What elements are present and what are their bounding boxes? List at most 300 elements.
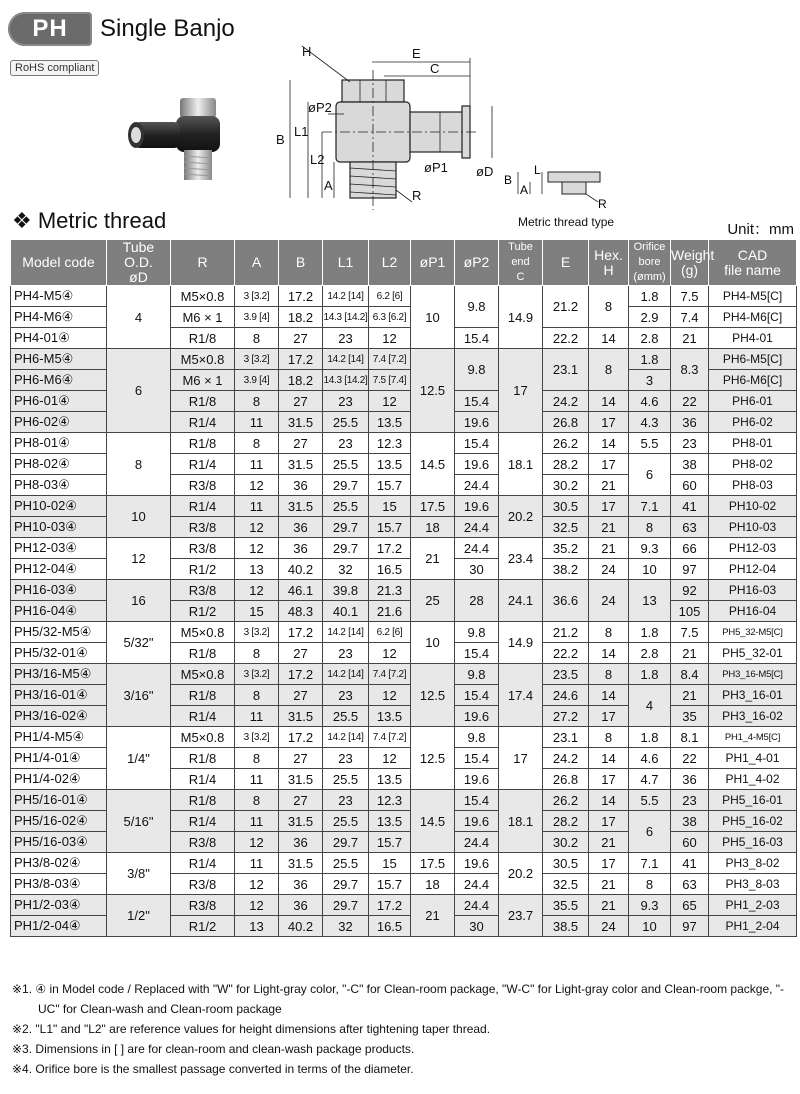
orifice-bore-cell: 4.6 [629,748,671,769]
table-row [11,349,797,370]
hex-h-cell: 24 [589,916,629,937]
dim-a-cell: 12 [235,517,279,538]
dim-a-cell: 11 [235,811,279,832]
cad-file-cell: PH1_4-02 [709,769,797,790]
cad-file-cell: PH5_32-01 [709,643,797,664]
weight-cell: 7.5 [671,286,709,307]
dim-l1-cell: 23 [323,685,369,706]
model-code-cell: PH12-03④ [11,538,107,559]
weight-cell: 41 [671,496,709,517]
hex-h-cell: 21 [589,874,629,895]
dim-e-cell: 27.2 [543,706,589,727]
dim-p2-cell: 24.4 [455,517,499,538]
dim-b-cell: 36 [279,832,323,853]
dim-l1-cell: 29.7 [323,517,369,538]
dim-p2-cell: 19.6 [455,769,499,790]
cad-file-cell: PH10-03 [709,517,797,538]
dim-e-cell: 30.5 [543,853,589,874]
thread-cell: R3/8 [171,517,235,538]
hex-h-cell: 24 [589,580,629,622]
dim-l2-cell: 15 [369,853,411,874]
dim-e-cell: 24.6 [543,685,589,706]
dim-b-cell: 27 [279,391,323,412]
model-code-cell: PH5/16-03④ [11,832,107,853]
tube-end-c-cell: 20.2 [499,496,543,538]
dim-a-cell: 3 [3.2] [235,622,279,643]
dim-p2-cell: 24.4 [455,475,499,496]
thread-cell: M5×0.8 [171,622,235,643]
dim-p2-cell: 9.8 [455,622,499,643]
dim-p2-cell: 9.8 [455,727,499,748]
cad-file-cell: PH16-04 [709,601,797,622]
table-row [11,496,797,517]
weight-cell: 105 [671,601,709,622]
dim-a-cell: 3 [3.2] [235,664,279,685]
weight-cell: 65 [671,895,709,916]
dim-l2-cell: 17.2 [369,895,411,916]
dim-l2-cell: 13.5 [369,412,411,433]
dim-b-cell: 27 [279,643,323,664]
dim-b-cell: 36 [279,538,323,559]
orifice-bore-cell: 5.5 [629,790,671,811]
dim-b-cell: 36 [279,475,323,496]
tube-od-cell: 5/16" [107,790,171,853]
dim-e-cell: 23.5 [543,664,589,685]
dim-b-cell: 36 [279,895,323,916]
dim-label-h: H [302,44,312,59]
dim-l1-cell: 23 [323,643,369,664]
thread-cell: R3/8 [171,475,235,496]
orifice-bore-cell: 2.8 [629,643,671,664]
orifice-bore-cell: 1.8 [629,727,671,748]
dim-label-c: C [430,61,440,76]
weight-cell: 97 [671,559,709,580]
tube-od-cell: 6 [107,349,171,433]
tube-end-c-cell: 23.4 [499,538,543,580]
column-header: Weight (g) [671,240,709,286]
dim-a-cell: 11 [235,496,279,517]
hex-h-cell: 14 [589,748,629,769]
column-header: øP2 [455,240,499,286]
dim-p2-cell: 9.8 [455,349,499,391]
dim-b-cell: 31.5 [279,769,323,790]
dim-l1-cell: 14.2 [14] [323,622,369,643]
thread-cell: R1/4 [171,811,235,832]
dim-p2-cell: 15.4 [455,685,499,706]
dim-b-cell: 27 [279,685,323,706]
weight-cell: 8.3 [671,349,709,391]
cad-file-cell: PH1_4-01 [709,748,797,769]
table-row [11,727,797,748]
thread-cell: M5×0.8 [171,664,235,685]
dim-l2-cell: 6.2 [6] [369,286,411,307]
dim-l2-cell: 12 [369,643,411,664]
dim-label-e: E [412,46,421,61]
dim-b-cell: 17.2 [279,664,323,685]
dim-l1-cell: 29.7 [323,475,369,496]
model-code-cell: PH4-01④ [11,328,107,349]
hex-h-cell: 21 [589,895,629,916]
dim-p2-cell: 24.4 [455,832,499,853]
cad-file-cell: PH5_16-02 [709,811,797,832]
tube-od-cell: 1/4" [107,727,171,790]
tube-od-cell: 1/2" [107,895,171,937]
orifice-bore-cell: 8 [629,517,671,538]
dim-e-cell: 26.2 [543,433,589,454]
dim-l2-cell: 12.3 [369,790,411,811]
dim-l1-cell: 23 [323,748,369,769]
model-code-cell: PH3/16-01④ [11,685,107,706]
model-code-cell: PH6-02④ [11,412,107,433]
weight-cell: 21 [671,328,709,349]
model-code-cell: PH4-M5④ [11,286,107,307]
dim-l1-cell: 29.7 [323,538,369,559]
tube-od-cell: 3/16" [107,664,171,727]
orifice-bore-cell: 2.8 [629,328,671,349]
tube-end-c-cell: 18.1 [499,790,543,853]
table-row [11,580,797,601]
dim-a-cell: 8 [235,328,279,349]
column-header: A [235,240,279,286]
dim-p1-cell: 18 [411,874,455,895]
orifice-bore-cell: 3 [629,370,671,391]
dim-l2-cell: 15 [369,496,411,517]
column-header: Tube O.D. øD [107,240,171,286]
dim-l1-cell: 32 [323,559,369,580]
thread-cell: R1/4 [171,496,235,517]
dim-e-cell: 30.5 [543,496,589,517]
product-photo [120,90,240,190]
dim-l1-cell: 14.3 [14.2] [323,307,369,328]
dim-l2-cell: 7.4 [7.2] [369,664,411,685]
dim-l1-cell: 29.7 [323,895,369,916]
dim-l1-cell: 14.3 [14.2] [323,370,369,391]
dim-p1-cell: 18 [411,517,455,538]
dim-e-cell: 30.2 [543,475,589,496]
small-label-b: B [504,173,513,187]
dim-label-p1: øP1 [424,160,448,175]
thread-cell: R1/4 [171,853,235,874]
dim-b-cell: 46.1 [279,580,323,601]
hex-h-cell: 14 [589,328,629,349]
dim-l2-cell: 12.3 [369,433,411,454]
dim-b-cell: 27 [279,328,323,349]
cad-file-cell: PH12-04 [709,559,797,580]
dim-b-cell: 31.5 [279,412,323,433]
cad-file-cell: PH4-M6[C] [709,307,797,328]
dim-e-cell: 21.2 [543,286,589,328]
tube-od-cell: 10 [107,496,171,538]
dim-l1-cell: 25.5 [323,412,369,433]
dim-a-cell: 12 [235,538,279,559]
dim-l1-cell: 25.5 [323,706,369,727]
hex-h-cell: 8 [589,622,629,643]
tube-od-cell: 3/8" [107,853,171,895]
dim-b-cell: 17.2 [279,622,323,643]
dim-p1-cell: 14.5 [411,433,455,496]
footnote-4: ※4. Orifice bore is the smallest passage converted in terms of the diameter. [12,1062,414,1076]
dim-p2-cell: 15.4 [455,328,499,349]
model-code-cell: PH10-02④ [11,496,107,517]
dim-l1-cell: 32 [323,916,369,937]
dim-l1-cell: 23 [323,328,369,349]
tube-end-c-cell: 20.2 [499,853,543,895]
cad-file-cell: PH3_8-02 [709,853,797,874]
dim-label-b: B [276,132,285,147]
model-code-cell: PH3/8-02④ [11,853,107,874]
dim-e-cell: 23.1 [543,349,589,391]
dim-a-cell: 3.9 [4] [235,370,279,391]
dim-a-cell: 12 [235,580,279,601]
metric-thread-diagram [500,160,610,215]
model-code-cell: PH8-02④ [11,454,107,475]
thread-cell: M5×0.8 [171,286,235,307]
weight-cell: 38 [671,811,709,832]
orifice-bore-cell: 4.3 [629,412,671,433]
model-code-cell: PH12-04④ [11,559,107,580]
weight-cell: 97 [671,916,709,937]
dim-a-cell: 11 [235,853,279,874]
weight-cell: 63 [671,517,709,538]
weight-cell: 35 [671,706,709,727]
thread-cell: M5×0.8 [171,727,235,748]
dim-e-cell: 26.8 [543,769,589,790]
dim-p1-cell: 17.5 [411,853,455,874]
dim-l1-cell: 14.2 [14] [323,727,369,748]
orifice-bore-cell: 6 [629,811,671,853]
hex-h-cell: 21 [589,475,629,496]
column-header: L2 [369,240,411,286]
table-row [11,790,797,811]
thread-cell: M6 × 1 [171,307,235,328]
orifice-bore-cell: 2.9 [629,307,671,328]
column-header: Hex. H [589,240,629,286]
hex-h-cell: 17 [589,769,629,790]
dim-l2-cell: 6.3 [6.2] [369,307,411,328]
thread-cell: R1/8 [171,391,235,412]
table-row [11,622,797,643]
model-code-cell: PH1/4-M5④ [11,727,107,748]
thread-cell: R1/4 [171,706,235,727]
cad-file-cell: PH8-03 [709,475,797,496]
dim-p2-cell: 19.6 [455,496,499,517]
hex-h-cell: 8 [589,664,629,685]
dim-b-cell: 18.2 [279,307,323,328]
orifice-bore-cell: 4.6 [629,391,671,412]
cad-file-cell: PH3_16-02 [709,706,797,727]
dim-a-cell: 8 [235,643,279,664]
table-row [11,853,797,874]
dimension-drawing [262,40,512,215]
tube-od-cell: 8 [107,433,171,496]
hex-h-cell: 17 [589,454,629,475]
cad-file-cell: PH5_16-01 [709,790,797,811]
dim-e-cell: 35.5 [543,895,589,916]
dim-l2-cell: 12 [369,748,411,769]
thread-cell: R1/4 [171,769,235,790]
dim-p2-cell: 15.4 [455,643,499,664]
hex-h-cell: 21 [589,832,629,853]
dim-l1-cell: 25.5 [323,853,369,874]
dim-p2-cell: 30 [455,559,499,580]
dim-b-cell: 36 [279,874,323,895]
model-code-cell: PH3/8-03④ [11,874,107,895]
dim-label-p2: øP2 [308,100,332,115]
dim-b-cell: 31.5 [279,853,323,874]
dim-l1-cell: 25.5 [323,769,369,790]
dim-a-cell: 3 [3.2] [235,727,279,748]
dim-p1-cell: 25 [411,580,455,622]
dim-a-cell: 3 [3.2] [235,349,279,370]
hex-h-cell: 14 [589,391,629,412]
model-code-cell: PH5/16-01④ [11,790,107,811]
dim-p1-cell: 21 [411,538,455,580]
tube-end-c-cell: 17.4 [499,664,543,727]
cad-file-cell: PH3_16-01 [709,685,797,706]
hex-h-cell: 8 [589,349,629,391]
thread-cell: R1/4 [171,454,235,475]
cad-file-cell: PH6-02 [709,412,797,433]
small-label-l: L [534,163,541,177]
dim-p1-cell: 12.5 [411,727,455,790]
dim-a-cell: 11 [235,769,279,790]
weight-cell: 36 [671,769,709,790]
dim-p2-cell: 15.4 [455,433,499,454]
model-code-cell: PH16-03④ [11,580,107,601]
dim-e-cell: 38.5 [543,916,589,937]
orifice-bore-cell: 9.3 [629,895,671,916]
column-header: E [543,240,589,286]
model-code-cell: PH6-M5④ [11,349,107,370]
tube-end-c-cell: 17 [499,349,543,433]
dim-e-cell: 23.1 [543,727,589,748]
dim-p2-cell: 15.4 [455,790,499,811]
thread-cell: R1/2 [171,916,235,937]
table-row [11,538,797,559]
tube-end-c-cell: 18.1 [499,433,543,496]
dim-p2-cell: 19.6 [455,853,499,874]
dim-p1-cell: 14.5 [411,790,455,853]
small-label-a: A [520,183,529,197]
hex-h-cell: 17 [589,811,629,832]
dim-e-cell: 24.2 [543,748,589,769]
hex-h-cell: 8 [589,727,629,748]
hex-h-cell: 8 [589,286,629,328]
cad-file-cell: PH6-M5[C] [709,349,797,370]
thread-cell: R1/2 [171,601,235,622]
model-code-cell: PH5/32-01④ [11,643,107,664]
hex-h-cell: 14 [589,433,629,454]
model-code-cell: PH4-M6④ [11,307,107,328]
hex-h-cell: 21 [589,538,629,559]
dim-a-cell: 12 [235,874,279,895]
dim-a-cell: 8 [235,685,279,706]
dim-l2-cell: 7.4 [7.2] [369,727,411,748]
dim-p1-cell: 17.5 [411,496,455,517]
dim-e-cell: 32.5 [543,874,589,895]
model-code-cell: PH3/16-02④ [11,706,107,727]
table-row [11,433,797,454]
dim-a-cell: 3 [3.2] [235,286,279,307]
dim-b-cell: 27 [279,790,323,811]
weight-cell: 22 [671,391,709,412]
orifice-bore-cell: 1.8 [629,622,671,643]
dim-b-cell: 17.2 [279,727,323,748]
weight-cell: 41 [671,853,709,874]
weight-cell: 7.4 [671,307,709,328]
dim-p2-cell: 30 [455,916,499,937]
orifice-bore-cell: 4 [629,685,671,727]
dim-p1-cell: 12.5 [411,349,455,433]
thread-cell: R3/8 [171,874,235,895]
footnotes [12,979,792,1079]
dim-b-cell: 18.2 [279,370,323,391]
dim-l1-cell: 29.7 [323,832,369,853]
footnote-2: ※2. "L1" and "L2" are reference values for height dimensions after tightening taper thread. [12,1022,491,1036]
dim-label-l2: L2 [310,152,325,167]
dim-p2-cell: 24.4 [455,538,499,559]
orifice-bore-cell: 7.1 [629,496,671,517]
dim-b-cell: 36 [279,517,323,538]
dim-b-cell: 31.5 [279,811,323,832]
dim-a-cell: 13 [235,916,279,937]
dim-l1-cell: 25.5 [323,496,369,517]
thread-cell: R1/8 [171,433,235,454]
dim-p2-cell: 9.8 [455,664,499,685]
dim-l2-cell: 15.7 [369,832,411,853]
cad-file-cell: PH1_4-M5[C] [709,727,797,748]
orifice-bore-cell: 13 [629,580,671,622]
dim-l2-cell: 12 [369,328,411,349]
weight-cell: 8.4 [671,664,709,685]
dim-l1-cell: 39.8 [323,580,369,601]
dim-a-cell: 3.9 [4] [235,307,279,328]
hex-h-cell: 14 [589,643,629,664]
hex-h-cell: 17 [589,412,629,433]
dim-label-l1: L1 [294,124,309,139]
dim-l2-cell: 16.5 [369,916,411,937]
dim-l2-cell: 7.5 [7.4] [369,370,411,391]
dim-l1-cell: 14.2 [14] [323,664,369,685]
dim-l2-cell: 15.7 [369,874,411,895]
dim-e-cell: 28.2 [543,454,589,475]
table-header-row [11,240,797,286]
dim-l1-cell: 25.5 [323,811,369,832]
thread-cell: R3/8 [171,895,235,916]
tube-end-c-cell: 23.7 [499,895,543,937]
model-code-cell: PH8-01④ [11,433,107,454]
dim-l1-cell: 23 [323,433,369,454]
cad-file-cell: PH4-M5[C] [709,286,797,307]
dim-e-cell: 28.2 [543,811,589,832]
weight-cell: 66 [671,538,709,559]
hex-h-cell: 17 [589,853,629,874]
dim-a-cell: 11 [235,412,279,433]
thread-cell: R1/8 [171,790,235,811]
dim-e-cell: 36.6 [543,580,589,622]
column-header: Tube end C [499,240,543,286]
dim-e-cell: 32.5 [543,517,589,538]
dim-p1-cell: 10 [411,622,455,664]
model-code-cell: PH10-03④ [11,517,107,538]
dim-l1-cell: 23 [323,391,369,412]
thread-cell: M6 × 1 [171,370,235,391]
dim-l1-cell: 14.2 [14] [323,286,369,307]
page-title: Single Banjo [100,15,235,42]
dim-e-cell: 24.2 [543,391,589,412]
footnote-3: ※3. Dimensions in [ ] are for clean-room and clean-wash package products. [12,1042,415,1056]
dim-e-cell: 22.2 [543,643,589,664]
